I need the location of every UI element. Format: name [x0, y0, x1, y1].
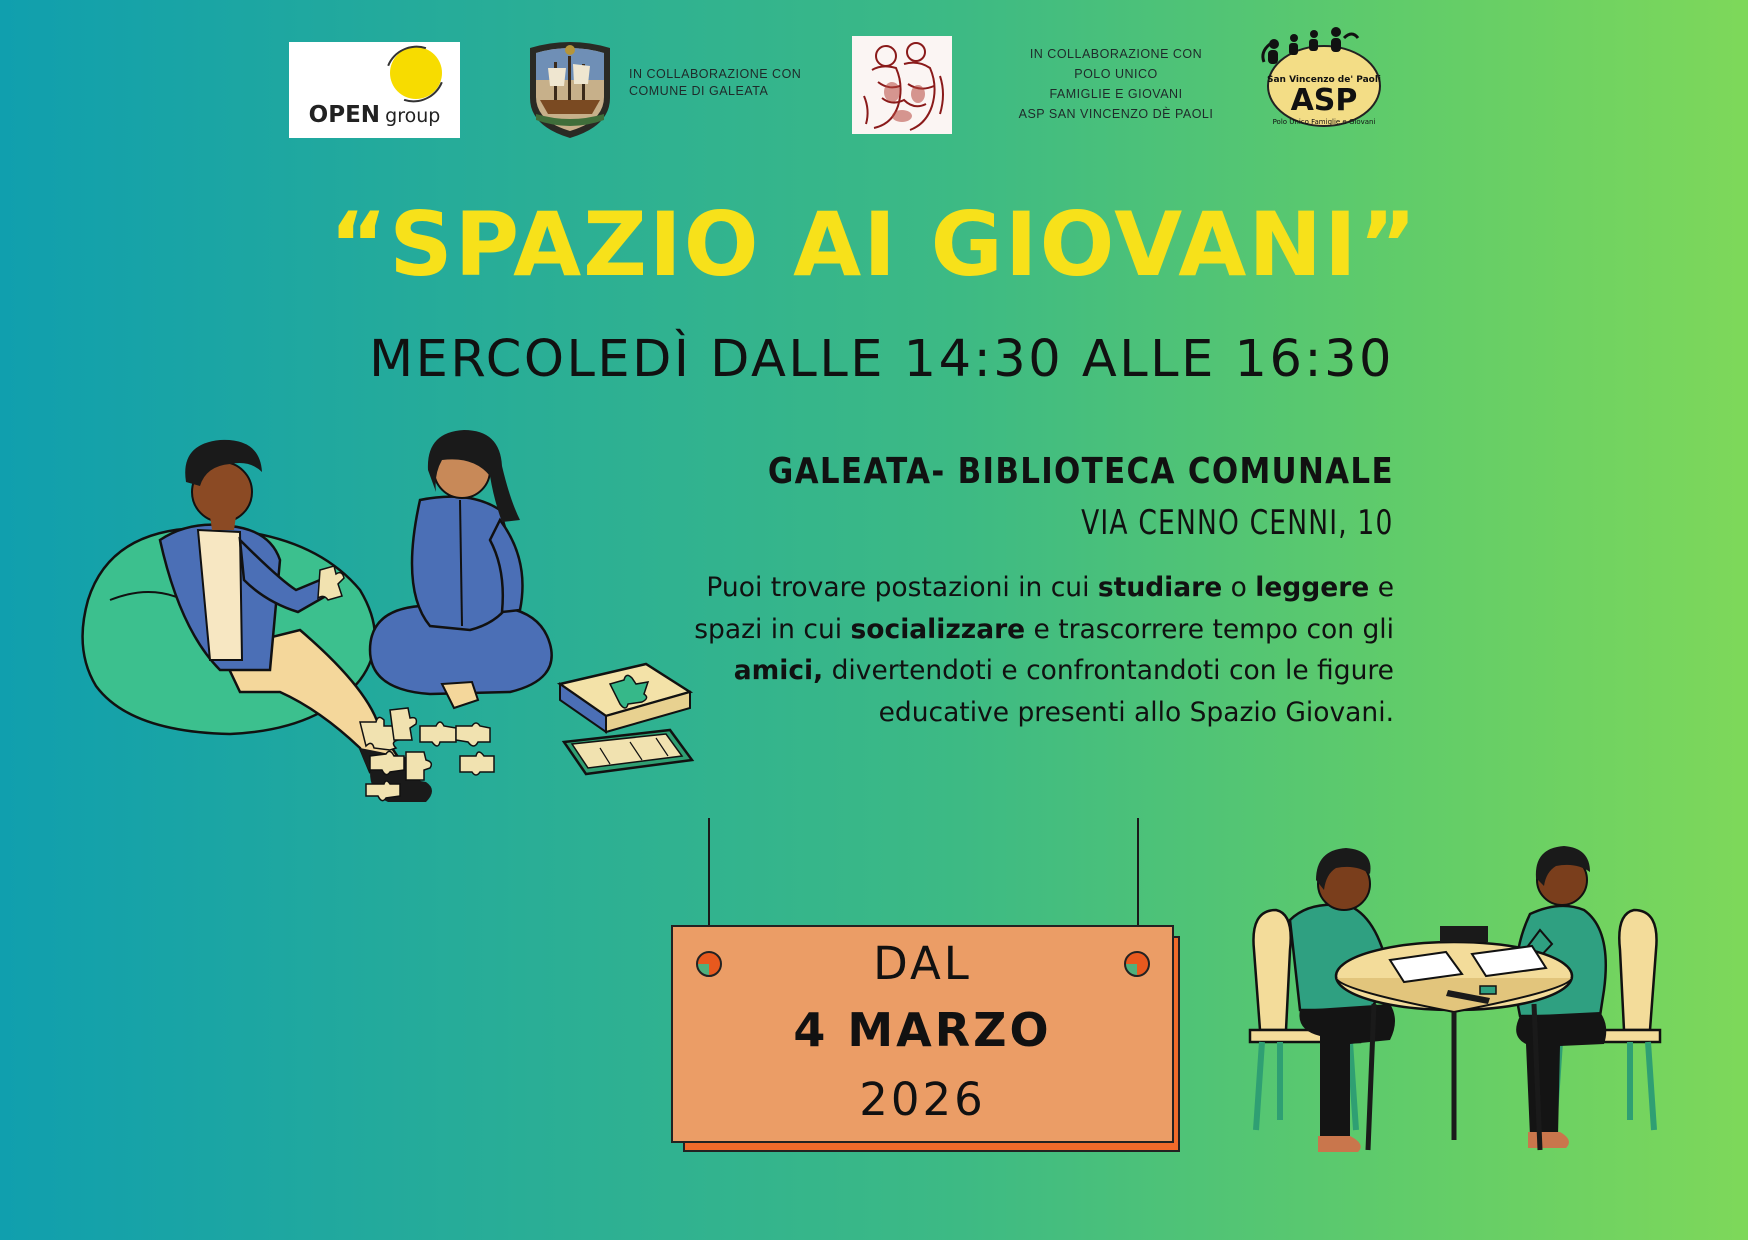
asp-top-text: San Vincenzo de' Paoli — [1266, 75, 1382, 85]
teens-playing-puzzle-illustration — [70, 430, 710, 810]
address-text: VIA CENNO CENNI, 10 — [1081, 503, 1394, 543]
collab-polo-text: IN COLLABORAZIONE CON POLO UNICO FAMIGLIE E GIOVANI ASP SAN VINCENZO DÈ PAOLI — [1018, 47, 1214, 121]
date-sign-day: 4 MARZO — [793, 1003, 1052, 1057]
asp-logo — [1256, 24, 1382, 128]
logo-word-open: OPEN — [308, 102, 381, 128]
galeata-coat-of-arms-icon — [524, 40, 616, 140]
teens-studying-at-table-illustration — [1240, 840, 1670, 1160]
date-sign-from: DAL — [873, 937, 972, 990]
asp-letters: ASP — [1290, 83, 1358, 118]
description-text: Puoi trovare postazioni in cui studiare o leggere e spazi in cui socializzare e trascorrere tempo con gli amici, divertendoti e confrontandoti con le figure educative presenti allo Spazio Giovani. — [694, 572, 1394, 728]
asp-bottom-text: Polo Unico Famiglie e Giovani — [1272, 118, 1376, 126]
venue-text: GALEATA- BIBLIOTECA COMUNALE — [768, 451, 1394, 492]
open-group-logo — [289, 42, 460, 138]
date-sign-year: 2026 — [859, 1073, 986, 1126]
keyword-amici: amici, — [733, 655, 824, 686]
page-title: “SPAZIO AI GIOVANI” — [329, 193, 1419, 296]
logo-word-group: group — [385, 105, 441, 127]
keyword-socializzare: socializzare — [850, 613, 1026, 645]
keyword-leggere: leggere — [1255, 572, 1370, 603]
saints-illustration-icon — [852, 36, 952, 134]
keyword-studiare: studiare — [1097, 572, 1223, 603]
schedule-text: MERCOLEDÌ DALLE 14:30 ALLE 16:30 — [369, 330, 1394, 389]
collab-galeata-text: IN COLLABORAZIONE CON COMUNE DI GALEATA — [629, 67, 802, 98]
